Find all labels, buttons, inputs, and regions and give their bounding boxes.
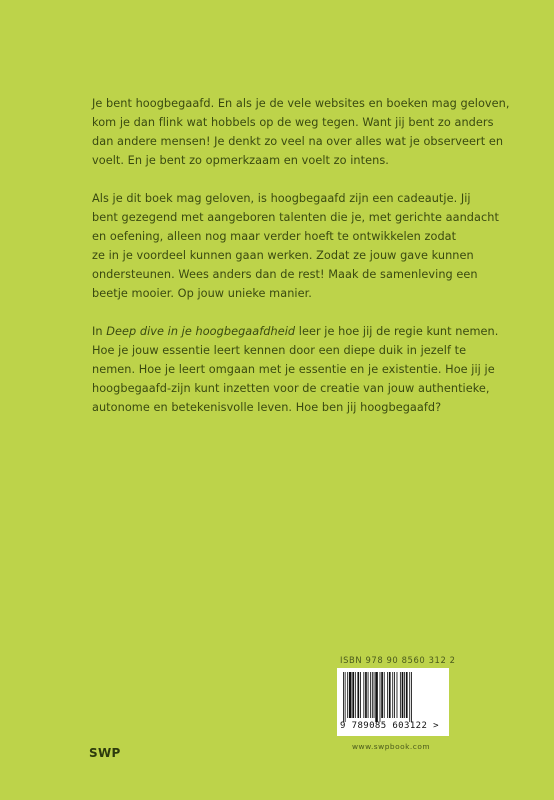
paragraph-2-line-6: beetje mooier. Op jouw unieke manier. bbox=[92, 287, 312, 300]
paragraph-2-line-5: ondersteunen. Wees anders dan de rest! Maak de samenleving een bbox=[92, 268, 478, 281]
paragraph-3 bbox=[92, 322, 499, 417]
paragraph-3-line-4: hoogbegaafd-zijn kunt inzetten voor de creatie van jouw authentieke, bbox=[92, 382, 490, 395]
paragraph-3-line-5: autonome en betekenisvolle leven. Hoe ben jij hoogbegaafd? bbox=[92, 401, 442, 414]
paragraph-1 bbox=[92, 94, 510, 170]
paragraph-3-prefix: In bbox=[92, 325, 107, 338]
paragraph-2-line-3: en oefening, alleen nog maar verder hoeft te ontwikkelen zodat bbox=[92, 230, 457, 243]
barcode-icon bbox=[343, 672, 443, 722]
publisher-logo: SWP bbox=[89, 746, 121, 760]
paragraph-1-line-1: Je bent hoogbegaafd. En als je de vele websites en boeken mag geloven, bbox=[92, 97, 510, 110]
paragraph-3-line-1 bbox=[92, 322, 499, 341]
publisher-website: www.swpbook.com bbox=[352, 742, 431, 751]
barcode-digits: 9 789085 603122 > bbox=[340, 721, 439, 731]
barcode bbox=[337, 668, 449, 736]
paragraph-2-line-2: bent gezegend met aangeboren talenten die je, met gerichte aandacht bbox=[92, 211, 499, 224]
book-title: Deep dive in je hoogbegaafdheid bbox=[106, 325, 296, 338]
paragraph-1-line-3: dan andere mensen! Je denkt zo veel na over alles wat je observeert en bbox=[92, 135, 504, 148]
paragraph-2-line-1: Als je dit boek mag geloven, is hoogbegaafd zijn een cadeautje. Jij bbox=[92, 192, 471, 205]
paragraph-3-suffix: leer je hoe jij de regie kunt nemen. bbox=[295, 325, 499, 338]
paragraph-2-line-4: ze in je voordeel kunnen gaan werken. Zodat ze jouw gave kunnen bbox=[92, 249, 474, 262]
isbn-label: ISBN 978 90 8560 312 2 bbox=[340, 655, 456, 665]
paragraph-3-line-3: nemen. Hoe je leert omgaan met je essentie en je existentie. Hoe jij je bbox=[92, 363, 495, 376]
paragraph-1-line-2: kom je dan flink wat hobbels op de weg tegen. Want jij bent zo anders bbox=[92, 116, 494, 129]
paragraph-2 bbox=[92, 189, 499, 303]
cover-blurb bbox=[92, 94, 510, 436]
paragraph-1-line-4: voelt. En je bent zo opmerkzaam en voelt zo intens. bbox=[92, 154, 389, 167]
paragraph-3-line-2: Hoe je jouw essentie leert kennen door een diepe duik in jezelf te bbox=[92, 344, 467, 357]
